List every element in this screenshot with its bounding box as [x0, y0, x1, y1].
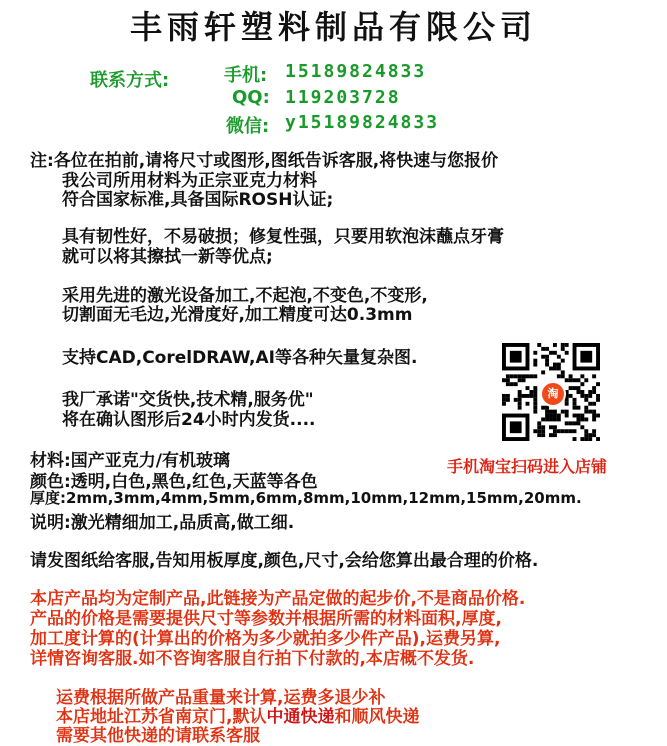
contact-label: 联系方式:	[90, 70, 170, 91]
qr-code[interactable]	[502, 343, 600, 441]
spec-thickness: 厚度:2mm,3mm,4mm,5mm,6mm,8mm,10mm,12mm,15mm,20mm.	[30, 489, 582, 507]
request-line: 请发图纸给客服,告知用板厚度,颜色,尺寸,会给您算出最合理的价格.	[30, 551, 539, 571]
wechat-label: 微信:	[226, 116, 270, 137]
qq-label: QQ:	[232, 87, 270, 108]
spec-color: 颜色:透明,白色,黑色,红色,天蓝等各色	[30, 472, 318, 492]
taobao-icon: 淘	[540, 381, 566, 407]
warning-line: 本店产品均为定制产品,此链接为产品定做的起步价,不是商品价格.	[30, 589, 526, 609]
note-line: 切割面无毛边,光滑度好,加工精度可达0.3mm	[62, 305, 413, 325]
note-line: 符合国家标准,具备国际ROSH认证;	[62, 190, 334, 210]
note-line: 注:各位在拍前,请将尺寸或图形,图纸告诉客服,将快速与您报价	[30, 151, 499, 171]
warning-line: 加工度计算的(计算出的价格为多少就拍多少件产品),运费另算,	[30, 629, 501, 649]
note-line: 支持CAD,CorelDRAW,AI等各种矢量复杂图.	[62, 348, 418, 368]
phone-label: 手机:	[224, 65, 268, 86]
shipping-line: 运费根据所做产品重量来计算,运费多退少补	[56, 688, 386, 708]
spec-desc: 说明:激光精细加工,品质高,做工细.	[30, 513, 295, 533]
sf-express: 和顺风快递	[334, 707, 420, 727]
warning-line: 详情咨询客服.如不咨询客服自行拍下付款的,本店概不发货.	[30, 649, 475, 669]
note-line: 我公司所用材料为正宗亚克力材料	[62, 171, 317, 191]
shipping-address: 本店地址江苏省南京门,默认	[56, 707, 267, 727]
qq-value: 119203728	[285, 87, 401, 108]
company-title: 丰雨轩塑料制品有限公司	[129, 8, 537, 46]
spec-material: 材料:国产亚克力/有机玻璃	[30, 451, 231, 471]
wechat-value: y15189824833	[285, 112, 440, 133]
note-line: 我厂承诺"交货快,技术精,服务优"	[62, 390, 314, 410]
note-line: 将在确认图形后24小时内发货....	[62, 410, 316, 430]
qr-caption: 手机淘宝扫码进入店铺	[447, 457, 608, 476]
note-line: 就可以将其擦拭一新等优点;	[62, 247, 273, 267]
note-line: 采用先进的激光设备加工,不起泡,不变色,不变形,	[62, 286, 428, 306]
shipping-line: 需要其他快递的请联系客服	[56, 726, 260, 746]
warning-line: 产品的价格是需要提供尺寸等参数并根据所需的材料面积,厚度,	[30, 609, 502, 629]
note-line: 具有韧性好，不易破损；修复性强，只要用软泡沫蘸点牙膏	[62, 227, 504, 247]
zto-express: 中通快递	[266, 707, 335, 727]
phone-value: 15189824833	[285, 61, 427, 82]
